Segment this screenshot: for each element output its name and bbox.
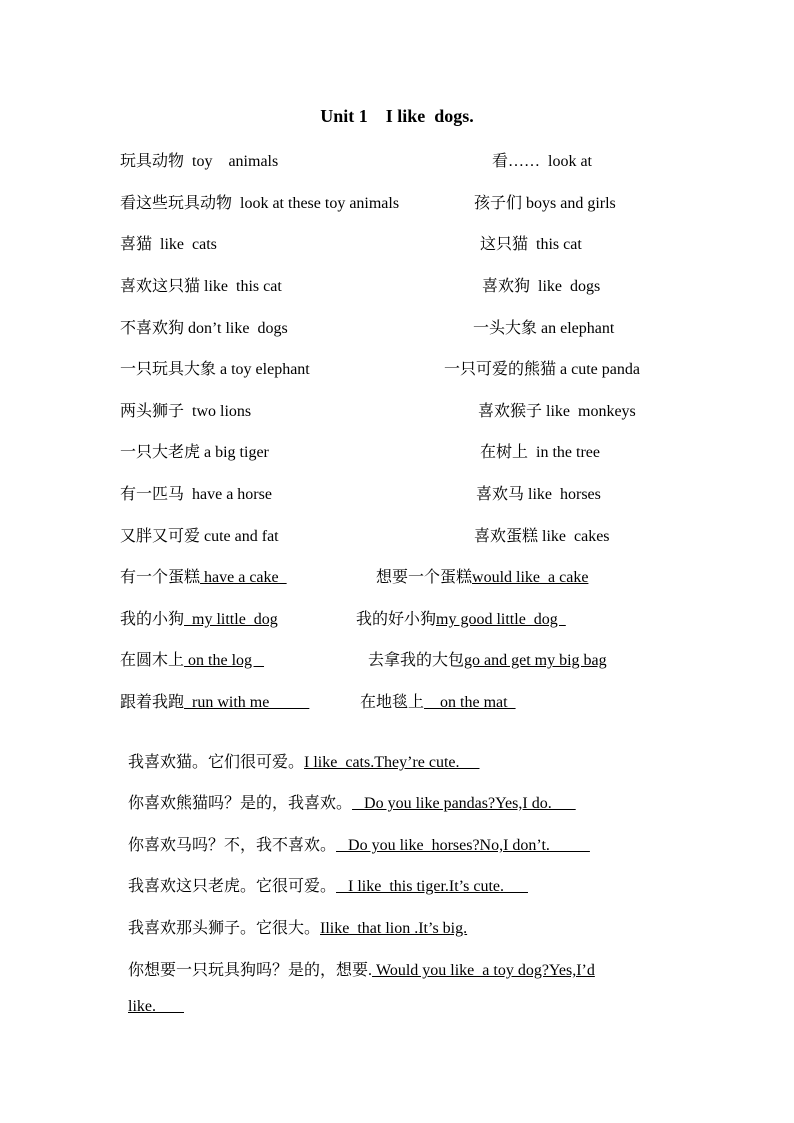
vocab-left: 一只玩具大象 a toy elephant — [120, 361, 310, 378]
fill-answer: have a cake — [200, 569, 287, 586]
vocab-right: 孩子们 boys and girls — [474, 195, 616, 212]
fill-answer: my good little dog — [436, 611, 566, 628]
vocab-row — [120, 523, 610, 547]
vocab-right: 在树上 in the tree — [480, 444, 600, 461]
fill-pair-right — [368, 647, 607, 670]
fill-pair-left — [120, 606, 278, 629]
sentence-row — [120, 855, 528, 895]
fill-answer: on the mat — [424, 694, 516, 711]
vocab-row — [120, 481, 601, 505]
vocab-left: 有一匹马 have a horse — [120, 486, 272, 503]
fill-prompt: 在圆木上 — [120, 652, 185, 669]
vocab-row — [120, 315, 615, 339]
sentence-prompt: 你喜欢马吗？不，我不喜欢。 — [128, 837, 337, 854]
vocab-right: 一只可爱的熊猫 a cute panda — [444, 361, 640, 378]
fill-prompt: 我的好小狗 — [356, 611, 437, 628]
fill-pair-left — [120, 689, 309, 712]
fill-prompt: 跟着我跑 — [120, 694, 185, 711]
vocab-right: 一头大象 an elephant — [473, 320, 615, 337]
vocab-right: 喜欢蛋糕 like cakes — [474, 528, 610, 545]
vocab-left: 又胖又可爱 cute and fat — [120, 528, 279, 545]
sentence-prompt: 我喜欢猫。它们很可爱。 — [128, 754, 305, 771]
sentence-row — [120, 814, 590, 854]
fill-pair-right — [360, 689, 516, 712]
vocab-right: 看…… look at — [492, 153, 592, 170]
sentence-prompt: 你想要一只玩具狗吗？是的，想要. — [128, 962, 373, 979]
fill-prompt: 我的小狗 — [120, 611, 185, 628]
fill-prompt: 有一个蛋糕 — [120, 569, 201, 586]
vocab-row — [120, 398, 636, 422]
sentence-answer: Do you like pandas?Yes,I do. — [352, 795, 576, 812]
vocab-right: 喜欢狗 like dogs — [482, 278, 601, 295]
vocab-row — [120, 273, 601, 297]
page-title: Unit 1 I like dogs. — [320, 106, 474, 126]
vocab-left: 喜欢这只猫 like this cat — [120, 278, 282, 295]
vocab-left: 看这些玩具动物 look at these toy animals — [120, 195, 400, 212]
sentence-answer: Ilike that lion .It’s big. — [320, 920, 468, 937]
fill-pair-right — [356, 606, 566, 629]
fill-prompt: 想要一个蛋糕 — [376, 569, 473, 586]
sentence-row — [120, 939, 595, 979]
vocab-left: 不喜欢狗 don’t like dogs — [120, 320, 288, 337]
fill-pair-row — [120, 647, 607, 671]
sentence-row — [120, 731, 480, 771]
fill-pair-right — [376, 564, 588, 587]
sentence-answer: I like cats.They’re cute. — [304, 754, 480, 771]
fill-pair-left — [120, 647, 264, 670]
vocab-row — [120, 190, 616, 214]
sentence-row — [120, 897, 468, 937]
fill-answer: run with me — [184, 694, 310, 711]
fill-answer: my little dog — [184, 611, 278, 628]
sentence-prompt: 我喜欢那头狮子。它很大。 — [128, 920, 321, 937]
vocab-row — [120, 439, 600, 463]
vocab-right: 这只猫 this cat — [480, 236, 582, 253]
fill-pair-left — [120, 564, 287, 587]
sentence-answer: Do you like horses?No,I don’t. — [336, 837, 590, 854]
sentence-answer: I like this tiger.It’s cute. — [336, 878, 528, 895]
sentence-answer: like. — [128, 998, 184, 1015]
vocab-left: 一只大老虎 a big tiger — [120, 444, 269, 461]
vocab-row — [120, 148, 592, 172]
vocab-left: 两头狮子 two lions — [120, 403, 252, 420]
fill-pair-row — [120, 689, 516, 713]
vocab-right: 喜欢猴子 like monkeys — [478, 403, 636, 420]
vocab-row — [120, 356, 640, 380]
sentence-prompt: 你喜欢熊猫吗？是的，我喜欢。 — [128, 795, 353, 812]
fill-answer: would like a cake — [472, 569, 589, 586]
vocab-right: 喜欢马 like horses — [476, 486, 601, 503]
fill-answer: on the log — [184, 652, 265, 669]
sentence-prompt: 我喜欢这只老虎。它很可爱。 — [128, 878, 337, 895]
vocab-left: 玩具动物 toy animals — [120, 153, 279, 170]
fill-answer: go and get my big bag — [464, 652, 607, 669]
fill-pair-row — [120, 606, 566, 630]
sentence-answer: Would you like a toy dog?Yes,I’d — [372, 962, 595, 979]
fill-prompt: 在地毯上 — [360, 694, 425, 711]
sentence-row — [120, 772, 576, 812]
vocab-left: 喜猫 like cats — [120, 236, 217, 253]
vocab-row — [120, 231, 582, 255]
fill-prompt: 去拿我的大包 — [368, 652, 465, 669]
sentence-continuation — [120, 980, 184, 1015]
fill-pair-row — [120, 564, 589, 588]
